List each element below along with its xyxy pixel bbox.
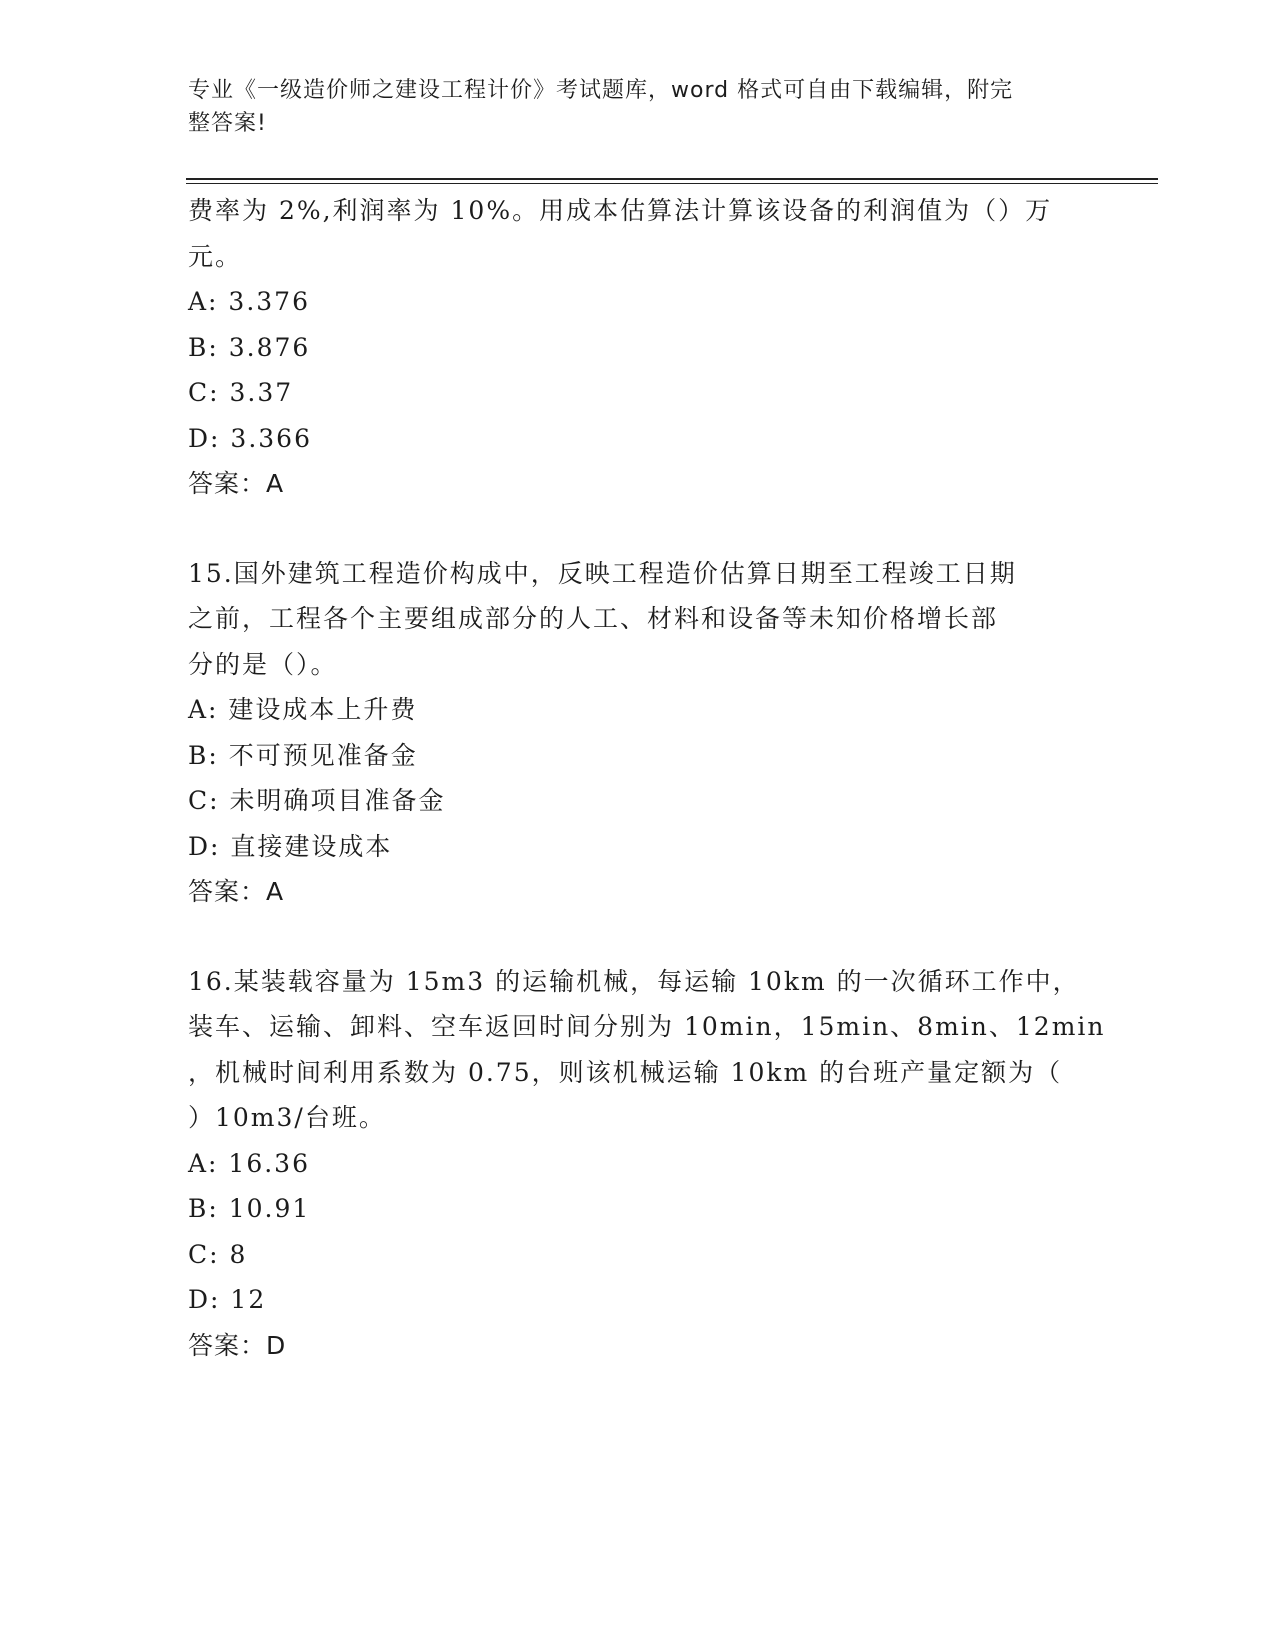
option-d: D: 12 xyxy=(188,1285,267,1314)
option-d: D: 3.366 xyxy=(188,423,312,453)
header-line-2: 整答案! xyxy=(188,111,267,136)
answer-line: 答案：A xyxy=(188,877,285,906)
option-b: B: 不可预见准备金 xyxy=(188,740,418,770)
question-stem-line: 之前，工程各个主要组成部分的人工、材料和设备等未知价格增长部 xyxy=(188,604,999,633)
option-c: C: 未明确项目准备金 xyxy=(188,786,446,815)
question-16 xyxy=(188,959,1106,1369)
option-a: A: 16.36 xyxy=(188,1148,310,1178)
question-stem-line: 装车、运输、卸料、空车返回时间分别为 10min，15min、8min、12min xyxy=(188,1012,1106,1041)
question-stem-line: 元。 xyxy=(188,241,243,271)
question-stem-line: 15.国外建筑工程造价构成中，反映工程造价估算日期至工程竣工日期 xyxy=(188,558,1017,588)
question-gap xyxy=(188,915,1088,959)
question-stem-line: ）10m3/台班。 xyxy=(188,1103,386,1132)
question-stem-line: 分的是（）。 xyxy=(188,649,338,679)
question-gap xyxy=(188,507,1088,551)
question-14-continued xyxy=(188,188,1088,507)
question-15 xyxy=(188,551,1088,915)
option-b: B: 3.876 xyxy=(188,332,311,362)
answer-line: 答案：D xyxy=(188,1330,287,1360)
document-header xyxy=(188,74,1068,140)
answer-line: 答案：A xyxy=(188,469,285,498)
question-stem-line: 费率为 2%,利润率为 10%。用成本估算法计算该设备的利润值为（）万 xyxy=(188,196,1053,225)
option-b: B: 10.91 xyxy=(188,1194,311,1223)
question-stem-line: 16.某装载容量为 15m3 的运输机械，每运输 10km 的一次循环工作中， xyxy=(188,966,1080,996)
option-a: A: 3.376 xyxy=(188,287,310,316)
option-c: C: 8 xyxy=(188,1239,248,1269)
option-c: C: 3.37 xyxy=(188,378,294,407)
header-rule-thin xyxy=(186,183,1158,184)
option-d: D: 直接建设成本 xyxy=(188,831,393,861)
question-content xyxy=(188,188,1106,1368)
question-stem-line: ，机械时间利用系数为 0.75，则该机械运输 10km 的台班产量定额为（ xyxy=(188,1057,1063,1087)
header-rule-thick xyxy=(186,178,1158,180)
option-a: A: 建设成本上升费 xyxy=(188,695,418,724)
header-line-1: 专业《一级造价师之建设工程计价》考试题库，word 格式可自由下载编辑，附完 xyxy=(188,78,1014,103)
